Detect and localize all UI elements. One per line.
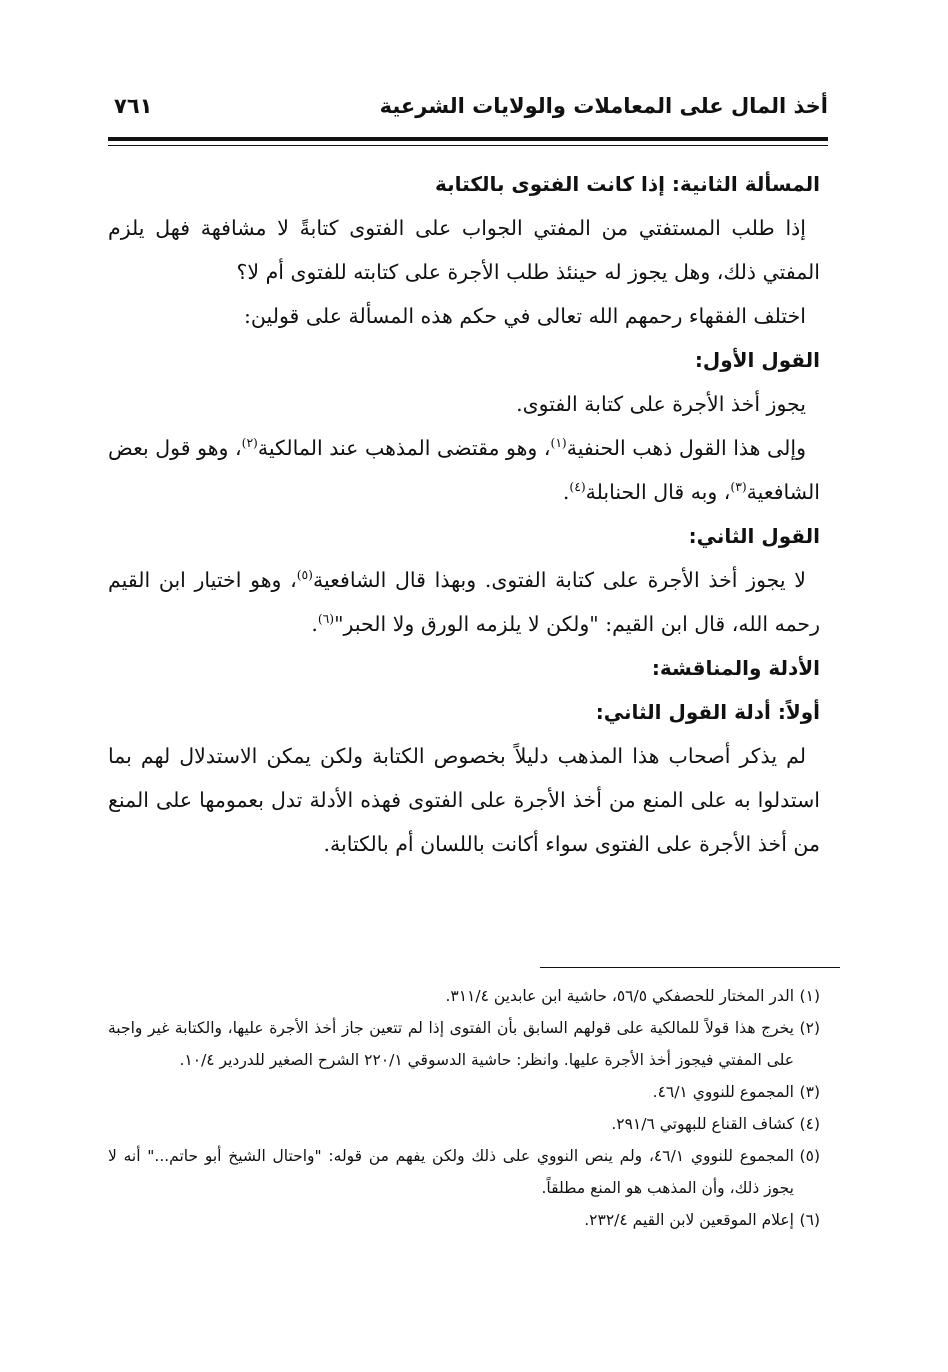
subheading: القول الأول:: [694, 348, 820, 372]
footnote-ref[interactable]: (٣): [730, 480, 747, 495]
footnote-number: (٣): [799, 1083, 820, 1101]
footnote-ref[interactable]: (٤): [569, 480, 586, 495]
section-heading: المسألة الثانية: إذا كانت الفتوى بالكتابة: [435, 172, 820, 196]
footnote-text: يخرج هذا قولاً للمالكية على قولهم السابق بأن الفتوى إذا لم تتعين جاز أخذ الأجرة عليها، والكتابة غير واجبة على المفتي فيجوز أخذ الأجرة عليها. وانظر: حاشية الدسوقي ٢٢٠/١ الشرح الصغير للدردير ١٠/٤.: [108, 1019, 794, 1069]
footnote-number: (٢): [799, 1019, 820, 1037]
text-span: لا يجوز أخذ الأجرة على كتابة الفتوى. وبهذا قال الشافعية: [312, 568, 807, 592]
main-text: [108, 162, 820, 866]
text-span: .: [311, 612, 318, 636]
footnote-ref[interactable]: (١): [550, 436, 567, 451]
footnote-item: [108, 1204, 820, 1236]
subheading: القول الثاني:: [688, 524, 820, 548]
footnote-number: (١): [799, 987, 820, 1005]
header-rule-thick: [108, 137, 828, 141]
footnote-item: [108, 1076, 820, 1108]
paragraph: إذا طلب المستفتي من المفتي الجواب على الفتوى كتابةً لا مشافهة فهل يلزم المفتي ذلك، وهل يجوز له حينئذ طلب الأجرة على كتابته للفتوى أم لا؟: [108, 216, 820, 284]
footnote-text: المجموع للنووي ٤٦/١، ولم ينص النووي على ذلك ولكن يفهم من قوله: "واحتال الشيخ أبو حاتم..." أنه لا يجوز ذلك، وأن المذهب هو المنع مطلقاً.: [108, 1147, 794, 1197]
footnotes: [108, 980, 820, 1236]
footnote-text: إعلام الموقعين لابن القيم ٢٣٢/٤.: [584, 1211, 794, 1229]
header-rule-thin: [108, 145, 828, 146]
footnote-ref[interactable]: (٢): [241, 436, 258, 451]
footnote-ref[interactable]: (٥): [296, 568, 313, 583]
text-span: ، وهو قول بعض الشافعية: [108, 436, 820, 504]
text-span: ، وهو مقتضى المذهب عند المالكية: [257, 436, 551, 460]
footnote-item: [108, 1108, 820, 1140]
paragraph: اختلف الفقهاء رحمهم الله تعالى في حكم هذه المسألة على قولين:: [244, 304, 806, 328]
subheading: الأدلة والمناقشة:: [651, 656, 820, 680]
header-title: أخذ المال على المعاملات والولايات الشرعية: [379, 94, 828, 118]
paragraph: يجوز أخذ الأجرة على كتابة الفتوى.: [516, 392, 806, 416]
subheading: أولاً: أدلة القول الثاني:: [595, 700, 820, 724]
footnote-ref[interactable]: (٦): [317, 612, 335, 627]
paragraph: [108, 426, 820, 514]
text-span: وإلى هذا القول ذهب الحنفية: [566, 436, 806, 460]
footnote-item: [108, 980, 820, 1012]
footnote-item: [108, 1140, 820, 1204]
text-span: ، وبه قال الحنابلة: [585, 480, 731, 504]
paragraph: لم يذكر أصحاب هذا المذهب دليلاً بخصوص الكتابة ولكن يمكن الاستدلال لهم بما استدلوا به على المنع من أخذ الأجرة على الفتوى فهذه الأدلة تدل بعمومها على المنع من أخذ الأجرة على الفتوى سواء أكانت باللسان أم بالكتابة.: [108, 744, 820, 856]
footnote-text: كشاف القناع للبهوتي ٢٩١/٦.: [611, 1115, 794, 1133]
text-span: ، وهو اختيار ابن القيم رحمه الله، قال ابن القيم: "ولكن لا يلزمه الورق ولا الحبر": [108, 568, 820, 636]
paragraph: [108, 558, 820, 646]
footnote-number: (٥): [799, 1147, 820, 1165]
running-header: [108, 94, 828, 134]
page-number: ٧٦١: [114, 94, 153, 118]
footnote-number: (٦): [799, 1211, 820, 1229]
text-span: .: [562, 480, 570, 504]
footnote-number: (٤): [799, 1115, 820, 1133]
footnote-text: الدر المختار للحصفكي ٥٦/٥، حاشية ابن عابدين ٣١١/٤.: [445, 987, 794, 1005]
footnote-item: [108, 1012, 820, 1076]
footnote-separator: [540, 967, 840, 968]
footnote-text: المجموع للنووي ٤٦/١.: [652, 1083, 794, 1101]
